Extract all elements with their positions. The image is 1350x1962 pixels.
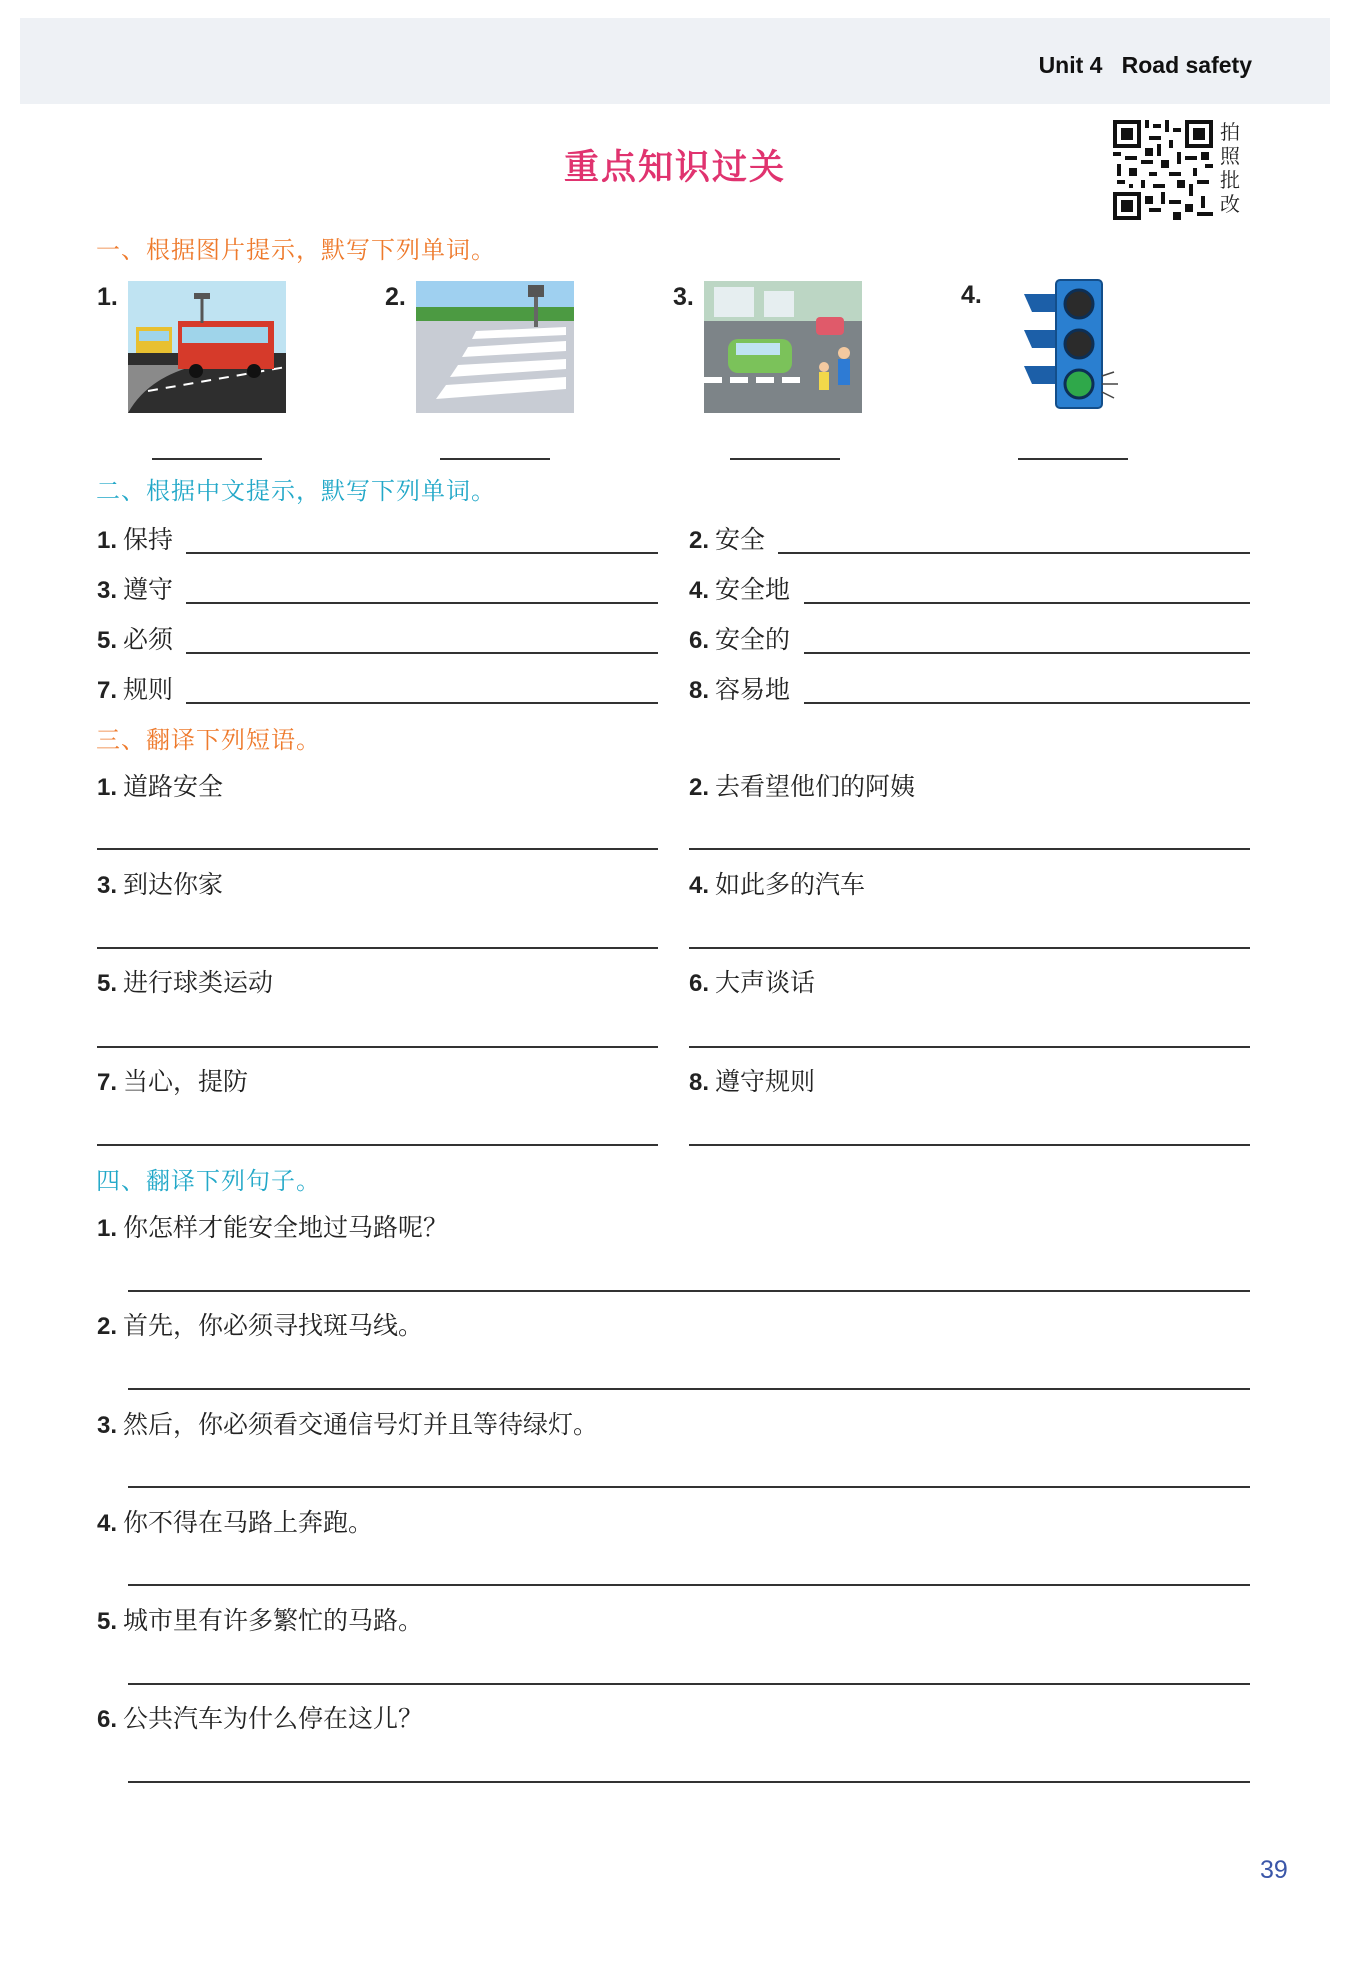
answer-blank[interactable] bbox=[186, 552, 658, 554]
vocab-item: 8. 容易地 bbox=[689, 675, 791, 704]
sentence-item: 1. 你怎样才能安全地过马路呢？ bbox=[97, 1213, 449, 1242]
answer-blank[interactable] bbox=[689, 1046, 1250, 1048]
phrase-item: 5. 进行球类运动 bbox=[97, 968, 274, 997]
phrase-item: 1. 道路安全 bbox=[97, 772, 224, 801]
bus-picture-icon bbox=[128, 281, 286, 413]
answer-blank[interactable] bbox=[128, 1290, 1250, 1292]
phrase-item: 3. 到达你家 bbox=[97, 870, 224, 899]
unit-topic: Road safety bbox=[1121, 52, 1252, 78]
sentence-item: 6. 公共汽车为什么停在这儿？ bbox=[97, 1704, 424, 1733]
answer-blank[interactable] bbox=[97, 848, 658, 850]
answer-blank[interactable] bbox=[689, 848, 1250, 850]
page-number: 39 bbox=[1260, 1856, 1288, 1884]
unit-number: Unit 4 bbox=[1038, 52, 1103, 78]
answer-blank[interactable] bbox=[97, 1046, 658, 1048]
traffic-light-picture-icon bbox=[1018, 278, 1122, 412]
vocab-item: 6. 安全的 bbox=[689, 625, 791, 654]
answer-blank[interactable] bbox=[186, 702, 658, 704]
sentence-item: 4. 你不得在马路上奔跑。 bbox=[97, 1508, 374, 1537]
answer-blank[interactable] bbox=[128, 1781, 1250, 1783]
answer-blank[interactable] bbox=[128, 1486, 1250, 1488]
vocab-item: 2. 安全 bbox=[689, 525, 766, 554]
answer-blank[interactable] bbox=[440, 458, 550, 460]
answer-blank[interactable] bbox=[128, 1584, 1250, 1586]
answer-blank[interactable] bbox=[152, 458, 262, 460]
answer-blank[interactable] bbox=[778, 552, 1250, 554]
section3-heading: 三、翻译下列短语。 bbox=[96, 726, 321, 754]
answer-blank[interactable] bbox=[97, 947, 658, 949]
answer-blank[interactable] bbox=[186, 652, 658, 654]
vocab-item: 3. 遵守 bbox=[97, 575, 174, 604]
answer-blank[interactable] bbox=[97, 1144, 658, 1146]
section4-heading: 四、翻译下列句子。 bbox=[96, 1167, 321, 1195]
section1-heading: 一、根据图片提示，默写下列单词。 bbox=[96, 236, 496, 264]
sentence-item: 3. 然后，你必须看交通信号灯并且等待绿灯。 bbox=[97, 1410, 599, 1439]
answer-blank[interactable] bbox=[689, 1144, 1250, 1146]
zebra-crossing-picture-icon bbox=[416, 281, 574, 413]
phrase-item: 6. 大声谈话 bbox=[689, 968, 816, 997]
answer-blank[interactable] bbox=[186, 602, 658, 604]
qr-code-icon[interactable] bbox=[1113, 120, 1213, 220]
section2-heading: 二、根据中文提示，默写下列单词。 bbox=[96, 477, 496, 505]
picture-number: 3. bbox=[673, 283, 694, 311]
picture-number: 1. bbox=[97, 283, 118, 311]
vocab-item: 7. 规则 bbox=[97, 675, 174, 704]
sentence-item: 2. 首先，你必须寻找斑马线。 bbox=[97, 1311, 424, 1340]
answer-blank[interactable] bbox=[128, 1683, 1250, 1685]
phrase-item: 2. 去看望他们的阿姨 bbox=[689, 772, 916, 801]
phrase-item: 7. 当心，提防 bbox=[97, 1067, 249, 1096]
picture-number: 2. bbox=[385, 283, 406, 311]
picture-number: 4. bbox=[961, 281, 982, 309]
answer-blank[interactable] bbox=[730, 458, 840, 460]
page-title: 重点知识过关 bbox=[563, 148, 786, 188]
vocab-item: 5. 必须 bbox=[97, 625, 174, 654]
phrase-item: 8. 遵守规则 bbox=[689, 1067, 816, 1096]
qr-label: 拍照批改 bbox=[1220, 120, 1240, 216]
vocab-item: 1. 保持 bbox=[97, 525, 174, 554]
answer-blank[interactable] bbox=[689, 947, 1250, 949]
phrase-item: 4. 如此多的汽车 bbox=[689, 870, 866, 899]
answer-blank[interactable] bbox=[804, 702, 1250, 704]
answer-blank[interactable] bbox=[1018, 458, 1128, 460]
answer-blank[interactable] bbox=[804, 602, 1250, 604]
answer-blank[interactable] bbox=[804, 652, 1250, 654]
street-crossing-picture-icon bbox=[704, 281, 862, 413]
vocab-item: 4. 安全地 bbox=[689, 575, 791, 604]
answer-blank[interactable] bbox=[128, 1388, 1250, 1390]
sentence-item: 5. 城市里有许多繁忙的马路。 bbox=[97, 1606, 424, 1635]
unit-header bbox=[1039, 52, 1252, 79]
